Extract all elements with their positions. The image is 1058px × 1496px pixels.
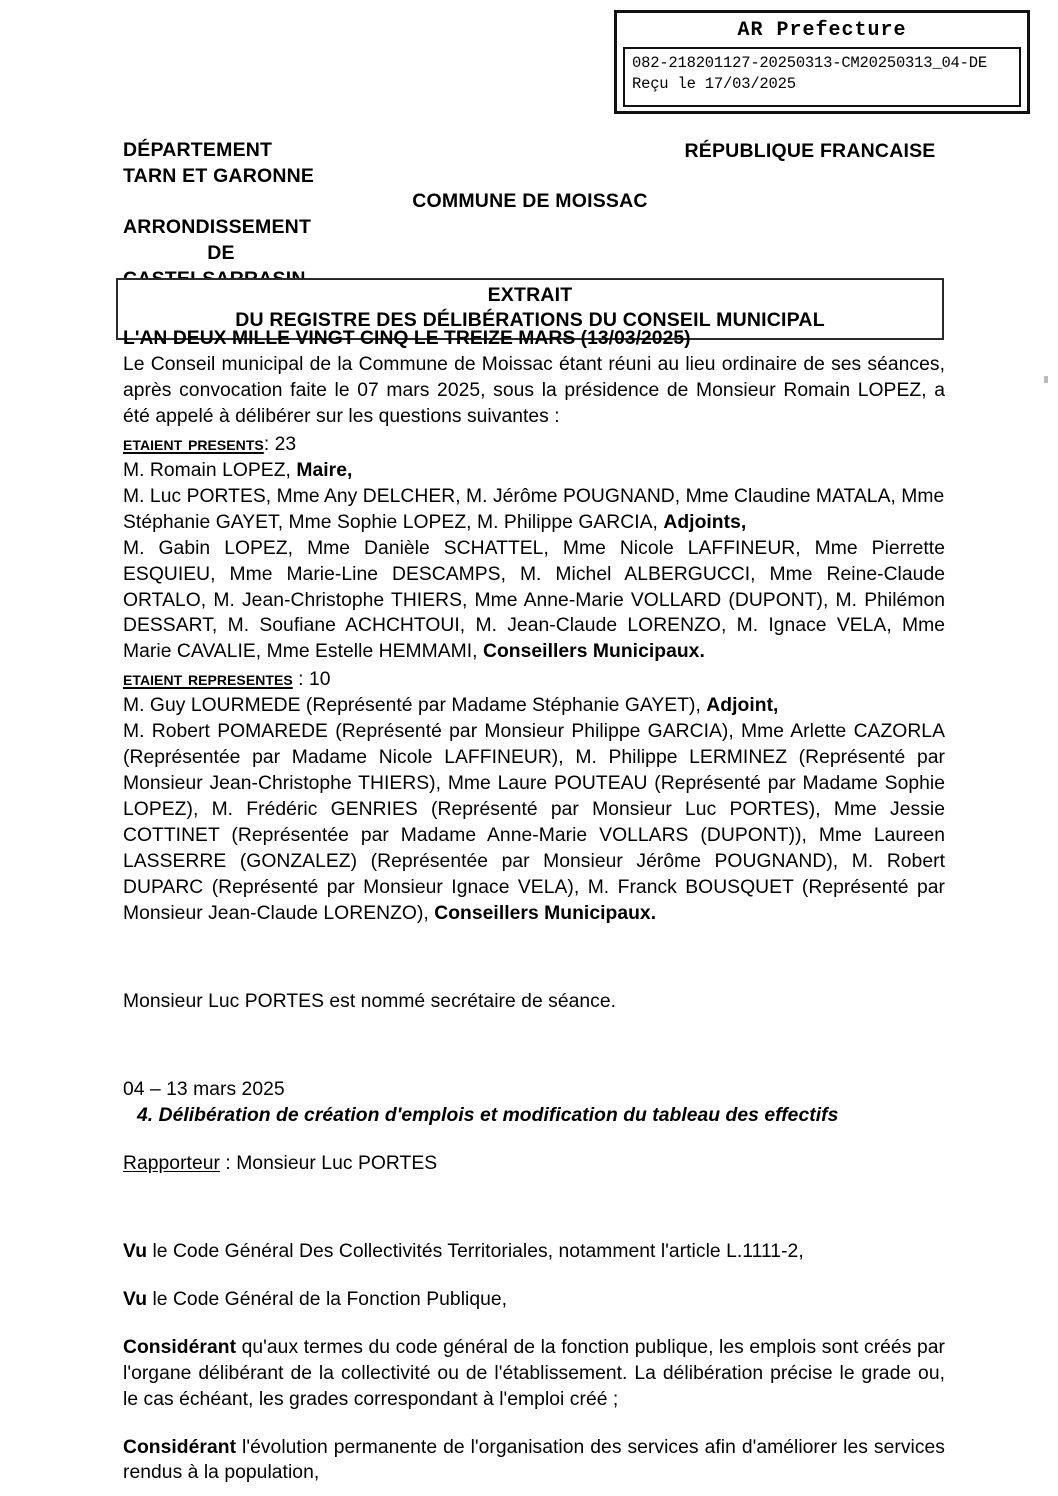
clause-vu-cgct (123, 1239, 945, 1265)
present-heading (123, 430, 945, 458)
clause-lead: Considérant (123, 1336, 237, 1358)
adjoints-role: Adjoints, (663, 511, 747, 533)
clause-vu-fonction-publique (123, 1287, 945, 1313)
adjoints-names: M. Luc PORTES, Mme Any DELCHER, M. Jérôme POUGNAND, Mme Claudine MATALA, Mme Stéphanie GAYET, Mme Sophie LOPEZ, M. Philippe GARCIA, (123, 485, 945, 533)
secretary-line: Monsieur Luc PORTES est nommé secrétaire de séance. (123, 990, 617, 1012)
clause-text: l'évolution permanente de l'organisation des services afin d'améliorer les services rendus à la population, (123, 1436, 945, 1484)
department-name: TARN ET GARONNE (123, 164, 315, 187)
represented-conseillers-role: Conseillers Municipaux. (434, 902, 657, 924)
clause-text: le Code Général de la Fonction Publique, (147, 1288, 508, 1310)
document-body (123, 326, 945, 1486)
extrait-subtitle: DU REGISTRE DES DÉLIBÉRATIONS DU CONSEIL MUNICIPAL (235, 308, 825, 331)
rapporteur-value: : Monsieur Luc PORTES (219, 1152, 438, 1174)
conseillers-role: Conseillers Municipaux. (483, 641, 705, 663)
header-left-block (123, 138, 393, 293)
represented-conseillers-line (123, 719, 945, 927)
conseillers-names: M. Gabin LOPEZ, Mme Danièle SCHATTEL, Mme Nicole LAFFINEUR, Mme Pierrette ESQUIEU, Mme Marie-Line DESCAMPS, M. Michel ALBERGUCCI, Mme Reine-Claude ORTALO, M. Jean-Christophe THIERS, Mme Anne-Marie VOLLARD (DUPONT), M. Philémon DESSART, M. Soufiane ACHCHTOUI, M. Jean-Claude LORENZO, M. Ignace VELA, Mme Marie CAVALIE, Mme Estelle HEMMAMI, (123, 537, 945, 663)
ar-prefecture-details (623, 47, 1021, 107)
commune-label: COMMUNE DE MOISSAC (412, 190, 648, 212)
deliberation-number: 4. (137, 1104, 154, 1126)
maire-line (123, 458, 945, 484)
maire-name: M. Romain LOPEZ, (123, 459, 297, 481)
department-label: DÉPARTEMENT (123, 139, 273, 161)
session-convocation: Le Conseil municipal de la Commune de Moissac étant réuni au lieu ordinaire de ses séances, après convocation faite le 07 mars 2025, sous la présidence de Monsieur Romain LOPEZ, a été appelé à délibérer sur les questions suivantes : (123, 353, 945, 427)
represented-adjoint-names: M. Guy LOURMEDE (Représenté par Madame Stéphanie GAYET), (123, 695, 707, 717)
adjoints-line (123, 484, 945, 536)
rapporteur-label: Rapporteur (123, 1152, 220, 1174)
represented-conseillers-names: M. Robert POMAREDE (Représenté par Monsieur Philippe GARCIA), Mme Arlette CAZORLA (Représentée par Madame Nicole LAFFINEUR), M. Philippe LERMINEZ (Représenté par Monsieur Jean-Christophe THIERS), Mme Laure POUTEAU (Représenté par Madame Sophie LOPEZ), M. Frédéric GENRIES (Représenté par Monsieur Luc PORTES), Mme Jessie COTTINET (Représentée par Madame Anne-Marie VOLLARS (DUPONT)), Mme Laureen LASSERRE (GONZALEZ) (Représentée par Monsieur Jérôme POUGNAND), M. Robert DUPARC (Représenté par Monsieur Ignace VELA), M. Franck BOUSQUET (Représenté par Monsieur Jean-Claude LORENZO), (123, 721, 945, 924)
conseillers-line (123, 536, 945, 666)
clause-text: le Code Général Des Collectivités Territoriales, notamment l'article L.1111-2, (147, 1240, 804, 1262)
represented-adjoint-line (123, 693, 945, 719)
clause-considerant-emplois (123, 1335, 945, 1413)
ar-received-date: Reçu le 17/03/2025 (632, 74, 796, 93)
republic-label: RÉPUBLIQUE FRANCAISE (684, 140, 936, 162)
represented-label: etaient representes (123, 667, 293, 691)
present-label: etaient presents (123, 431, 264, 455)
represented-count: : 10 (292, 669, 331, 691)
clause-considerant-evolution (123, 1435, 945, 1487)
represented-heading (123, 665, 945, 693)
arrondissement-de: DE (207, 242, 235, 265)
ar-reference-number: 082-218201127-20250313-CM20250313_04-DE (632, 54, 987, 72)
extrait-title: EXTRAIT (487, 284, 573, 306)
document-header (0, 138, 1058, 278)
ar-prefecture-stamp (614, 10, 1030, 114)
clause-text: qu'aux termes du code général de la fonction publique, les emplois sont créés par l'organe délibérant de la collectivité ou de l'établissement. La délibération précise le grade ou, le cas échéant, les grades correspondant à l'emploi créé ; (123, 1336, 945, 1410)
session-opening (123, 326, 945, 352)
ar-prefecture-title: AR Prefecture (737, 19, 907, 42)
clause-lead: Considérant (123, 1436, 237, 1458)
maire-role: Maire, (296, 459, 353, 481)
present-count: : 23 (263, 433, 297, 455)
rapporteur-line (123, 1151, 945, 1177)
scan-artifact (1044, 376, 1048, 383)
represented-adjoint-role: Adjoint, (706, 695, 779, 717)
deliberation-title-text: Délibération de création d'emplois et modification du tableau des effectifs (158, 1104, 839, 1126)
session-opening-text: L'AN DEUX MILLE VINGT CINQ LE TREIZE MARS (13/03/2025) (123, 328, 691, 349)
arrondissement-label: ARRONDISSEMENT (123, 216, 312, 239)
clause-lead: Vu (123, 1288, 148, 1310)
deliberation-reference-date: 04 – 13 mars 2025 (123, 1078, 285, 1100)
clause-lead: Vu (123, 1240, 148, 1262)
deliberation-title (123, 1103, 951, 1129)
